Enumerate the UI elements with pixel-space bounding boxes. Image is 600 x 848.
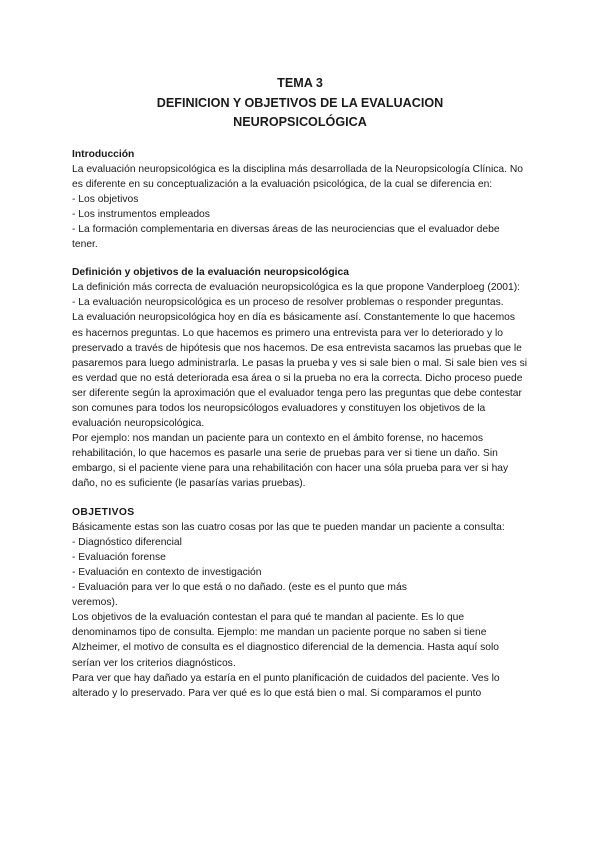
list-item: - Diagnóstico diferencial [72,536,182,548]
section-objetivos [72,505,528,701]
title-line-1: TEMA 3 [277,76,323,90]
section-introduccion [72,147,528,253]
paragraph: Por ejemplo: nos mandan un paciente para un contexto en el ámbito forense, no hacemos rehabilitación, lo que hacemos es pasarle una serie de pruebas para ver si tiene un daño. Sin embargo, si el paciente viene para una rehabilitación con hacer una sóla prueba para ver si hay daño, no es suficiente (le pasarías varias pruebas). [72,433,509,490]
list-item: - La evaluación neuropsicológica es un proceso de resolver problemas o responder preguntas. [72,297,504,309]
list-item: - La formación complementaria en diversas áreas de las neurociencias que el evaluador debe tener. [72,223,500,251]
list-item: - Evaluación para ver lo que está o no dañado. (este es el punto que más [72,582,407,594]
list-item: - Los instrumentos empleados [72,208,210,220]
paragraph: Para ver que hay dañado ya estaría en el punto planificación de cuidados del paciente. Ves lo alterado y lo preservado. Para ver qué es lo que está bien o mal. Si comparamos el punto [72,672,500,699]
list-item-continuation: veremos). [72,597,118,609]
paragraph: La evaluación neuropsicológica hoy en día es básicamente así. Constantemente lo que hacemos es hacernos preguntas. Lo que hacemos es primero una entrevista para ver lo deteriorado y lo preservado a través de hipótesis que nos hacemos. De esa entrevista sacamos las pruebas que le pasaremos para luego administrarla. Le pasas la prueba y ves si sale bien o mal. Si sale bien ves si es verdad que no está deteriorada esa área o si la prueba no era la correcta. Dicho proceso puede ser diferente según la aproximación que el evaluador tenga pero las preguntas que debe contestar son comunes para todos los neuropsicólogos evaluadores y constituyen los objetivos de la evaluación neuropsicológica. [72,312,528,430]
section-definicion [72,265,528,491]
list-item: - Los objetivos [72,193,139,205]
section-heading: Introducción [72,148,135,160]
title-line-2: DEFINICION Y OBJETIVOS DE LA EVALUACION [156,95,444,110]
document-title [72,74,528,133]
document-page [72,74,528,701]
paragraph: Básicamente estas son las cuatro cosas por las que te pueden mandar un paciente a consulta: [72,521,505,533]
section-heading: Definición y objetivos de la evaluación neuropsicológica [72,267,349,279]
title-line-3: NEUROPSICOLÓGICA [233,115,367,129]
section-heading: OBJETIVOS [72,506,135,518]
paragraph: Los objetivos de la evaluación contestan el para qué te mandan al paciente. Es lo que denominamos tipo de consulta. Ejemplo: me mandan un paciente porque no saben si tiene Alzheimer, el motivo de consulta es el diagnostico diferencial de la demencia. Hasta aquí solo serían ver los criterios diagnósticos. [72,612,499,669]
paragraph: La evaluación neuropsicológica es la disciplina más desarrollada de la Neuropsicología Clínica. No es diferente en su conceptualización a la evaluación psicológica, de la cual se diferencia en: [72,163,524,190]
paragraph: La definición más correcta de evaluación neuropsicológica es la que propone Vanderploeg (2001): [72,282,521,294]
list-item: - Evaluación en contexto de investigación [72,566,262,578]
list-item: - Evaluación forense [72,551,166,563]
